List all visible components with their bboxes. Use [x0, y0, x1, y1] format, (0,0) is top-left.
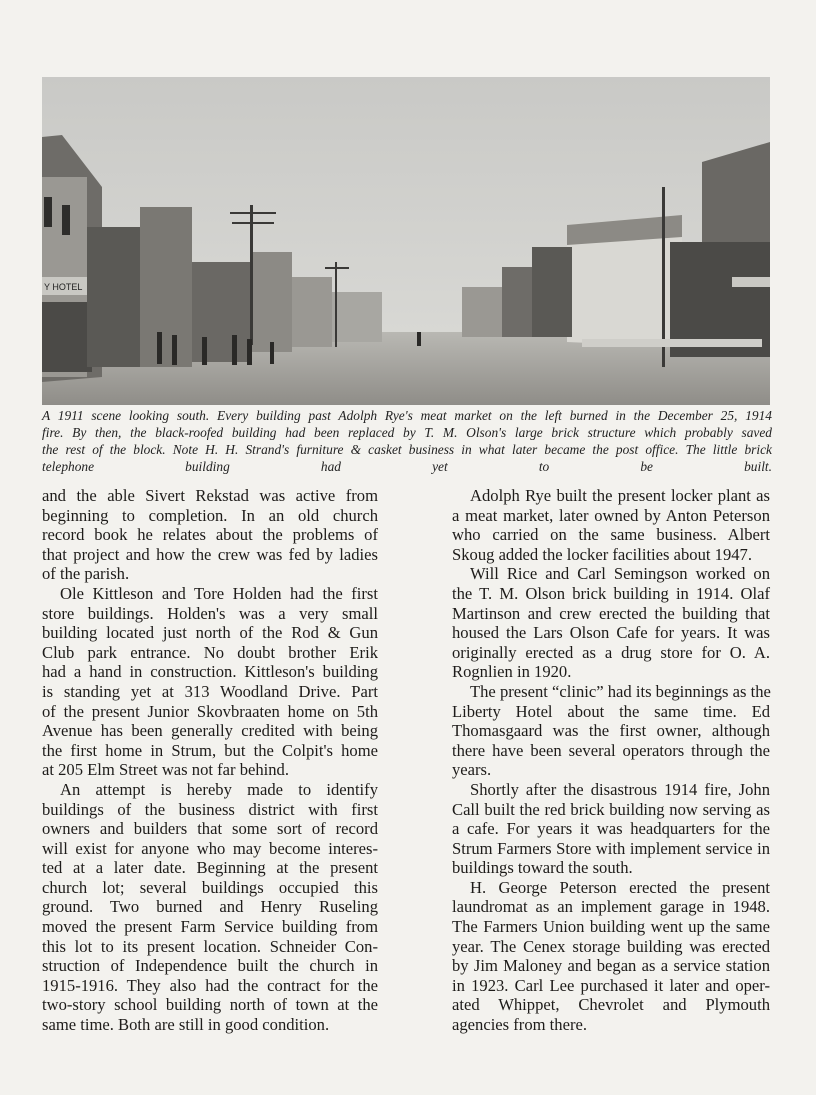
- paragraph: [452, 780, 770, 878]
- text-line: The present “clinic” had its beginnings as the: [470, 681, 771, 701]
- text-line: struction of Independence built the church in: [42, 956, 378, 976]
- paragraph: [452, 564, 770, 682]
- text-line: The Farmers Union building went up the same: [452, 917, 770, 937]
- text-line: is standing yet at 313 Woodland Drive. Part: [42, 681, 378, 701]
- paragraph: [452, 878, 770, 1035]
- text-line: record book he relates about the problems of: [42, 525, 378, 545]
- text-line: ated Whippet, Chevrolet and Plymouth: [452, 995, 770, 1015]
- text-line: in 1923. Carl Lee purchased it later and oper-: [452, 975, 770, 995]
- text-line: Club park entrance. No doubt brother Erik: [42, 642, 378, 662]
- text-line: Ole Kittleson and Tore Holden had the first: [60, 583, 378, 603]
- text-line: Liberty Hotel about the same time. Ed: [452, 701, 770, 721]
- paragraph: [42, 584, 378, 780]
- paragraph: [452, 682, 770, 780]
- text-line: a meat market, later owned by Anton Peterson: [452, 505, 770, 525]
- text-line: ted at a later date. Beginning at the present: [42, 858, 378, 878]
- text-line: housed the Lars Olson Cafe for years. It was: [452, 623, 770, 643]
- paragraph: [452, 486, 770, 564]
- text-line: the first home in Strum, but the Colpit's home: [42, 740, 378, 760]
- right-column: [452, 486, 770, 1035]
- hotel-sign-text: Y HOTEL: [44, 282, 83, 292]
- text-line: Rognlien in 1920.: [452, 662, 572, 682]
- text-line: had a hand in construction. Kittleson's building: [42, 662, 378, 682]
- text-line: Avenue has been generally credited with being: [42, 721, 378, 741]
- text-line: at 205 Elm Street was not far behind.: [42, 760, 290, 780]
- text-line: who carried on the same business. Albert: [452, 525, 770, 545]
- text-line: Skoug added the locker facilities about 1947.: [452, 544, 752, 564]
- text-line: H. George Peterson erected the present: [470, 877, 770, 897]
- text-line: Martinson and crew erected the building that: [452, 603, 770, 623]
- caption-line: fire. By then, the black-roofed building had been replaced by T. M. Olson's large brick structure which probably saved: [42, 425, 772, 440]
- text-line: Shortly after the disastrous 1914 fire, John: [470, 779, 770, 799]
- text-line: Strum Farmers Store with implement service in: [452, 838, 770, 858]
- text-line: by Jim Maloney and began as a service station: [452, 956, 770, 976]
- left-column: [42, 486, 378, 1035]
- text-line: buildings of the business district with first: [42, 799, 378, 819]
- text-line: year. The Cenex storage building was erected: [452, 936, 770, 956]
- text-line: Will Rice and Carl Semingson worked on: [470, 564, 770, 584]
- text-line: the T. M. Olson brick building in 1914. Olaf: [452, 583, 770, 603]
- text-line: originally erected as a drug store for O. A.: [452, 642, 770, 662]
- text-line: that project and how the crew was fed by ladies: [42, 544, 378, 564]
- text-line: buildings toward the south.: [452, 858, 633, 878]
- paragraph: [42, 486, 378, 584]
- caption-line: A 1911 scene looking south. Every building past Adolph Rye's meat market on the left burned in the December 25, 1914: [42, 408, 772, 423]
- text-line: there have been several operators through the: [452, 740, 770, 760]
- text-line: years.: [452, 760, 492, 780]
- caption-line: the rest of the block. Note H. H. Strand's furniture & casket business in what later became the post office. The little brick: [42, 442, 772, 457]
- text-line: a cafe. For years it was headquarters for the: [452, 819, 770, 839]
- text-line: moved the present Farm Service building from: [42, 917, 378, 937]
- text-line: agencies from there.: [452, 1015, 587, 1035]
- historic-street-photo: [42, 77, 770, 405]
- text-line: church lot; several buildings occupied this: [42, 877, 378, 897]
- caption-line: telephone building had yet to be built.: [42, 459, 772, 474]
- text-line: and the able Sivert Rekstad was active from: [42, 486, 378, 505]
- text-line: Adolph Rye built the present locker plant as: [470, 486, 770, 505]
- text-line: beginning to completion. In an old church: [42, 505, 378, 525]
- text-line: 1915-1916. They also had the contract for the: [42, 975, 378, 995]
- text-line: of the present Junior Skovbraaten home on 5th: [42, 701, 378, 721]
- text-line: ground. Two burned and Henry Ruseling: [42, 897, 378, 917]
- text-line: An attempt is hereby made to identify: [60, 779, 378, 799]
- photo-caption: [42, 407, 772, 475]
- text-line: this lot to its present location. Schneider Con-: [42, 936, 378, 956]
- text-line: will exist for anyone who may become interes-: [42, 838, 378, 858]
- paragraph: [42, 780, 378, 1035]
- text-line: store buildings. Holden's was a very small: [42, 603, 378, 623]
- text-line: of the parish.: [42, 564, 130, 584]
- text-line: building located just north of the Rod & Gun: [42, 623, 378, 643]
- text-line: laundromat as an implement garage in 1948.: [452, 897, 770, 917]
- street-scene-image: [42, 77, 770, 405]
- text-line: owners and builders that some sort of record: [42, 819, 378, 839]
- text-line: Call built the red brick building now serving as: [452, 799, 770, 819]
- text-line: Thomasgaard was the first owner, although: [452, 721, 770, 741]
- text-line: two-story school building north of town at the: [42, 995, 378, 1015]
- text-line: same time. Both are still in good condition.: [42, 1015, 330, 1035]
